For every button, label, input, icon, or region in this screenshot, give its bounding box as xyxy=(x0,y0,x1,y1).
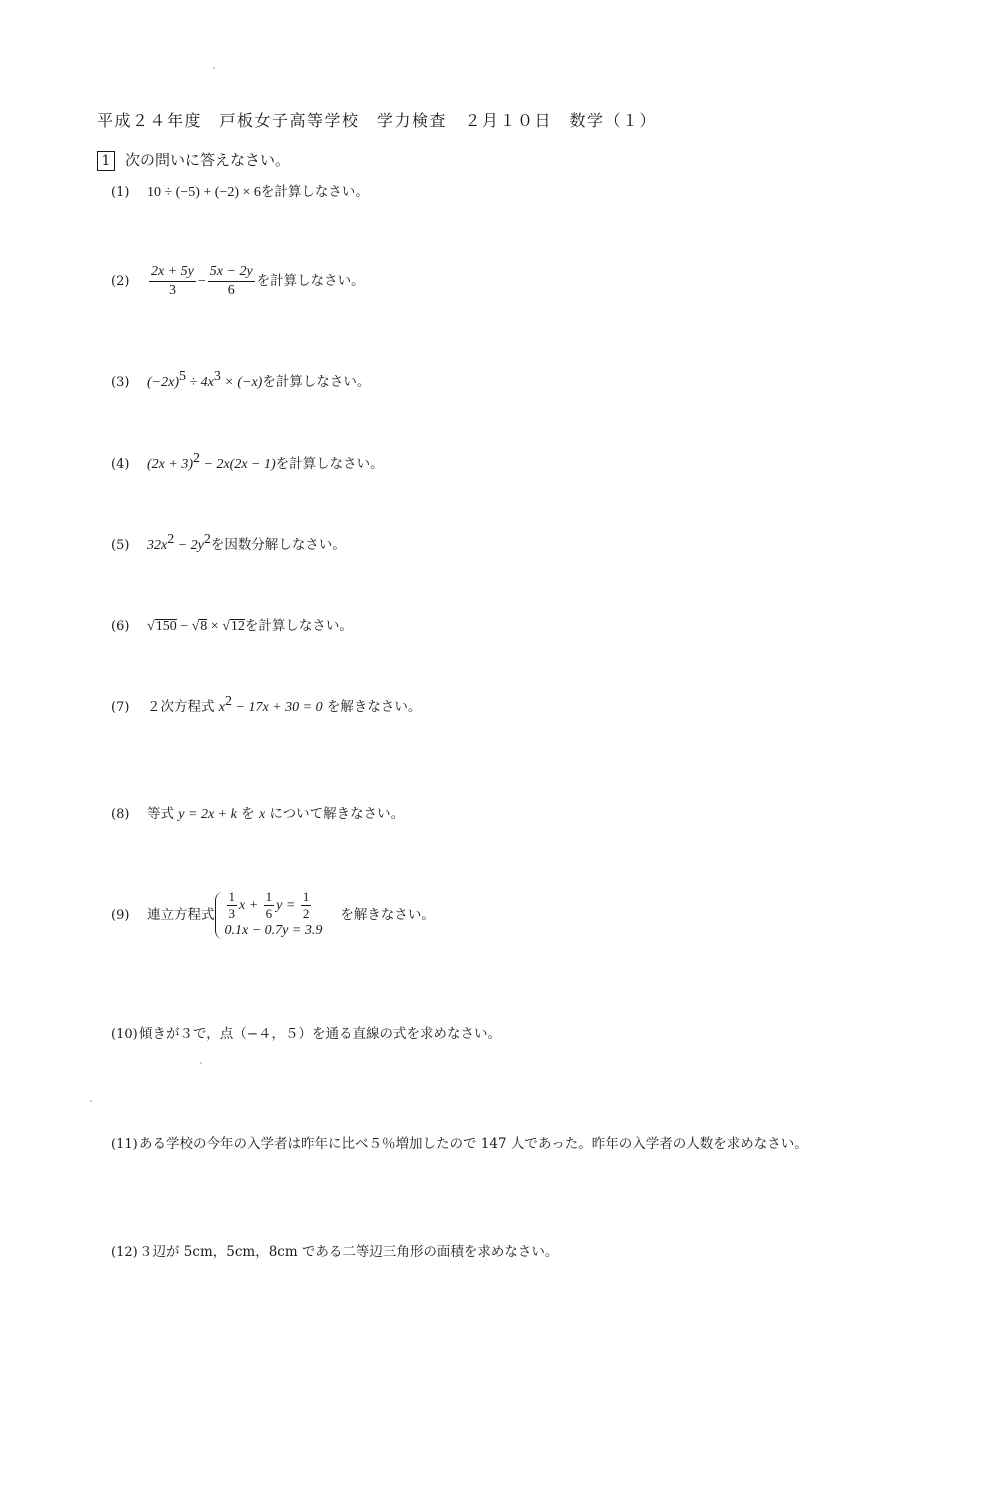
question-instruction: について解きなさい。 xyxy=(269,806,405,822)
fraction-numerator: 2x + 5y xyxy=(149,264,196,282)
math-term: (−2x) xyxy=(147,375,179,390)
exponent: 2 xyxy=(167,532,175,547)
fraction-denominator: 3 xyxy=(168,283,176,298)
radical-sign: √ xyxy=(147,619,155,634)
question-label: (3) xyxy=(111,375,130,390)
exponent: 2 xyxy=(203,532,211,547)
fraction-denominator: 6 xyxy=(227,283,235,298)
question-4 xyxy=(111,452,384,473)
question-prefix: 連立方程式 xyxy=(147,907,215,923)
radical-sign: √ xyxy=(222,619,230,634)
question-instruction: を解きなさい。 xyxy=(326,699,422,715)
equation-system xyxy=(215,890,323,941)
question-label: (12) xyxy=(111,1245,138,1260)
fraction xyxy=(149,264,196,299)
question-instruction: を計算しなさい。 xyxy=(244,618,353,634)
question-label: (4) xyxy=(111,457,130,472)
math-term: y = xyxy=(276,898,299,913)
question-instruction: を計算しなさい。 xyxy=(260,184,369,200)
fraction xyxy=(227,890,238,921)
question-9 xyxy=(111,890,435,941)
exponent: 3 xyxy=(213,369,221,384)
question-instruction: を計算しなさい。 xyxy=(256,273,365,289)
question-12 xyxy=(111,1240,558,1260)
fraction xyxy=(208,264,255,299)
fraction xyxy=(264,890,275,921)
question-text: ３辺が 5cm，5cm，8cm である二等辺三角形の面積を求めなさい。 xyxy=(139,1244,559,1260)
question-label: (10) xyxy=(111,1027,138,1042)
scan-speck xyxy=(200,1062,202,1064)
left-brace xyxy=(215,892,222,939)
question-prefix: ２次方程式 xyxy=(147,699,215,715)
question-label: (7) xyxy=(111,700,130,715)
fraction xyxy=(301,890,312,921)
exponent: 2 xyxy=(225,694,233,709)
exponent: 5 xyxy=(179,369,186,384)
math-term: x xyxy=(218,700,226,715)
section-instruction: 次の問いに答えなさい。 xyxy=(125,151,291,169)
section-number-box: 1 xyxy=(97,151,115,171)
radical-sign: √ xyxy=(191,619,200,634)
math-term: − 2x(2x − 1) xyxy=(200,457,276,472)
question-label: (8) xyxy=(111,807,130,822)
math-term: × (−x) xyxy=(220,375,263,390)
exponent: 2 xyxy=(193,451,200,466)
math-variable: x xyxy=(258,807,266,822)
math-term: ÷ 4x xyxy=(186,375,214,390)
radicand: 12 xyxy=(230,619,245,634)
question-1 xyxy=(111,180,369,201)
math-term: x + xyxy=(239,898,262,913)
math-term: − 17x + 30 = 0 xyxy=(232,700,323,715)
question-5 xyxy=(111,533,346,554)
question-label: (6) xyxy=(111,619,130,634)
question-label: (5) xyxy=(111,538,130,553)
equation-row-1 xyxy=(225,890,323,921)
math-equation: y = 2x + k xyxy=(178,807,237,822)
question-label: (11) xyxy=(111,1137,138,1152)
scan-speck xyxy=(90,1100,92,1102)
question-3 xyxy=(111,370,370,391)
question-instruction: を計算しなさい。 xyxy=(262,374,371,390)
question-10 xyxy=(111,1022,501,1042)
section-heading xyxy=(97,149,290,171)
fraction-numerator: 5x − 2y xyxy=(208,264,255,282)
equation-row-2: 0.1x − 0.7y = 3.9 xyxy=(224,923,323,938)
radicand: 150 xyxy=(155,619,177,634)
question-8 xyxy=(111,802,404,823)
question-6 xyxy=(111,614,353,635)
math-term: (2x + 3) xyxy=(147,457,193,472)
question-label: (1) xyxy=(111,185,130,200)
question-7 xyxy=(111,695,421,716)
fraction-numerator: 1 xyxy=(302,889,310,904)
math-expression: 10 ÷ (−5) + (−2) × 6 xyxy=(147,185,261,200)
fraction-numerator: 1 xyxy=(228,889,235,904)
fraction-denominator: 3 xyxy=(228,906,235,921)
question-label: (9) xyxy=(111,908,130,923)
question-instruction: を因数分解しなさい。 xyxy=(210,537,346,553)
math-operator: × xyxy=(207,619,223,634)
exam-header: 平成２４年度 戸板女子高等学校 学力検査 ２月１０日 数学（１） xyxy=(97,111,658,130)
question-2 xyxy=(111,264,365,299)
question-11 xyxy=(111,1132,808,1152)
question-label: (2) xyxy=(111,274,130,289)
question-text: 傾きが３で，点（−４，５）を通る直線の式を求めなさい。 xyxy=(139,1026,502,1042)
question-instruction: を計算しなさい。 xyxy=(275,456,384,472)
fraction-numerator: 1 xyxy=(265,889,273,904)
scan-speck xyxy=(213,67,215,69)
math-operator: − xyxy=(197,274,206,289)
math-term: 32x xyxy=(147,538,168,553)
question-prefix: 等式 xyxy=(147,806,174,822)
math-operator: − xyxy=(176,619,192,634)
fraction-denominator: 6 xyxy=(265,906,273,921)
question-text: ある学校の今年の入学者は昨年に比べ５％増加したので 147 人であった。昨年の入学者の人数を求めなさい。 xyxy=(139,1136,808,1152)
math-term: − 2y xyxy=(174,538,204,553)
question-text: を xyxy=(241,806,255,822)
radicand: 8 xyxy=(200,619,208,634)
fraction-denominator: 2 xyxy=(302,906,310,921)
question-instruction: を解きなさい。 xyxy=(340,907,435,923)
